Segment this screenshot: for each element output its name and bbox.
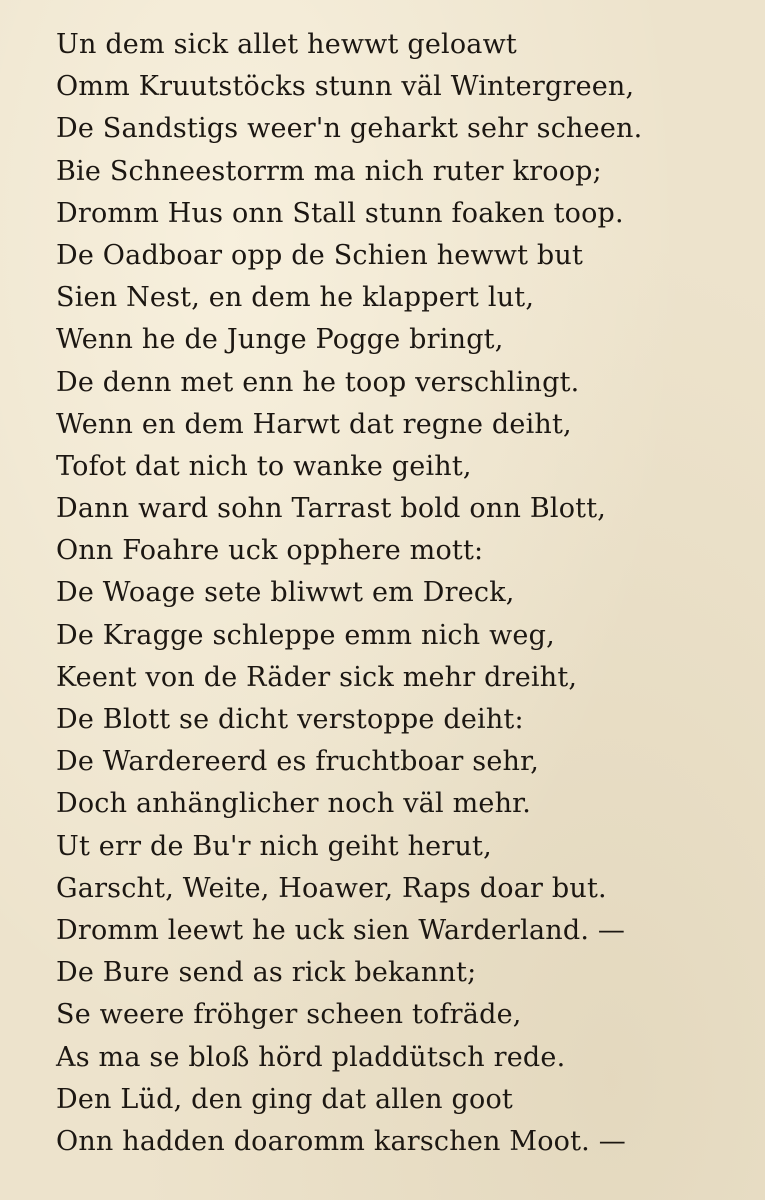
poem-line: Garscht, Weite, Hoawer, Raps doar but. bbox=[56, 872, 607, 904]
poem-line: De Woage sete bliwwt em Dreck, bbox=[56, 577, 515, 609]
poem-line: Tofot dat nich to wanke geiht, bbox=[56, 450, 472, 482]
poem-line: Ut err de Bu'r nich geiht herut, bbox=[56, 830, 492, 862]
poem-line: Dromm Hus onn Stall stunn foaken toop. bbox=[56, 197, 624, 229]
poem-line: De Blott se dicht verstoppe deiht: bbox=[56, 704, 524, 735]
poem-line: Onn hadden doaromm karschen Moot. — bbox=[56, 1125, 626, 1157]
poem-line: De denn met enn he toop verschlingt. bbox=[56, 366, 580, 398]
poem-line: As ma se bloß hörd pladdütsch rede. bbox=[56, 1041, 566, 1073]
poem-line: Keent von de Räder sick mehr dreiht, bbox=[56, 661, 578, 693]
poem-line: Omm Kruutstöcks stunn väl Wintergreen, bbox=[56, 71, 635, 103]
poem-line: De Bure send as rick bekannt; bbox=[56, 957, 477, 989]
poem-line: Den Lüd, den ging dat allen goot bbox=[56, 1083, 513, 1115]
poem-line: De Kragge schleppe emm nich weg, bbox=[56, 619, 555, 651]
poem-line: Wenn he de Junge Pogge bringt, bbox=[56, 324, 504, 356]
poem-line: Dromm leewt he uck sien Warderland. — bbox=[56, 914, 626, 946]
poem-line: Dann ward sohn Tarrast bold onn Blott, bbox=[56, 493, 607, 525]
poem-line: Doch anhänglicher noch väl mehr. bbox=[56, 788, 532, 820]
poem-text bbox=[56, 24, 746, 1163]
poem-line: Sien Nest, en dem he klappert lut, bbox=[56, 282, 535, 314]
poem-line: De Sandstigs weer'n geharkt sehr scheen. bbox=[56, 113, 643, 145]
poem-line: Wenn en dem Harwt dat regne deiht, bbox=[56, 408, 572, 440]
poem-line: Bie Schneestorrm ma nich ruter kroop; bbox=[56, 155, 602, 187]
poem-line: De Oadboar opp de Schien hewwt but bbox=[56, 239, 584, 271]
poem-line: Se weere fröhger scheen tofräde, bbox=[56, 999, 522, 1031]
poem-line: De Wardereerd es fruchtboar sehr, bbox=[56, 746, 540, 778]
poem-line: Onn Foahre uck opphere mott: bbox=[56, 535, 484, 567]
poem-line: Un dem sick allet hewwt geloawt bbox=[56, 29, 517, 60]
